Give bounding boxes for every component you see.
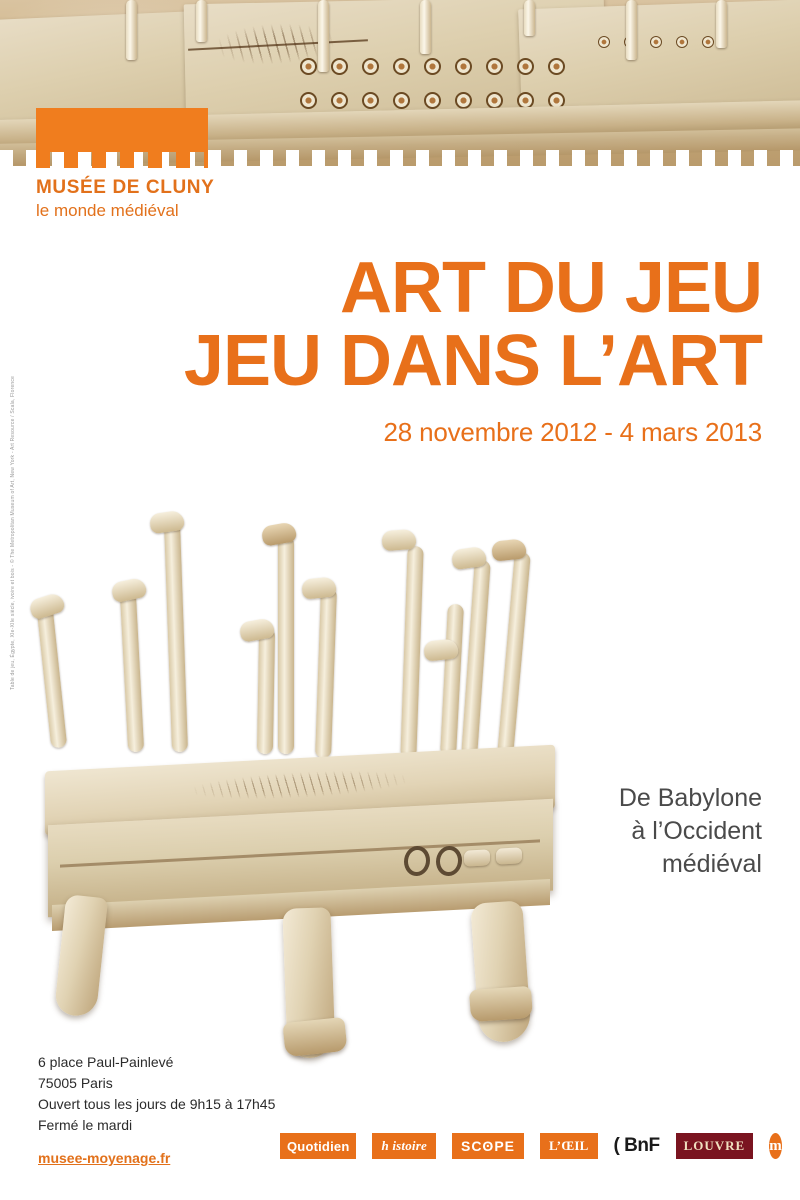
partner-logo-rmn[interactable]: m	[769, 1133, 782, 1159]
practical-information	[38, 1052, 275, 1136]
partner-logo-scope[interactable]: SCʘPE	[452, 1133, 524, 1159]
game-piece-stick	[400, 546, 423, 758]
table-leg-right	[470, 900, 532, 1043]
exhibition-dates: 28 novembre 2012 - 4 mars 2013	[383, 416, 762, 447]
subtitle-line-2: à l’Occident	[631, 817, 762, 845]
exhibition-title-block	[122, 248, 762, 448]
game-peg	[318, 0, 329, 72]
closing-day: Fermé le mardi	[38, 1117, 133, 1133]
exhibition-title-line-2: JEU DANS L’ART	[183, 321, 762, 402]
address-line-1: 6 place Paul-Painlevé	[38, 1054, 174, 1070]
partner-logo-quotidien[interactable]: Quotidien	[280, 1133, 356, 1159]
museum-logo[interactable]	[36, 108, 276, 221]
partner-logo-histoire[interactable]: h istoire	[372, 1133, 436, 1159]
animal-head-piece	[110, 577, 147, 604]
animal-head-piece	[381, 529, 416, 551]
game-piece-stick	[257, 628, 275, 754]
game-peg	[196, 0, 207, 42]
game-peg	[716, 0, 727, 48]
exhibition-subtitle	[462, 782, 762, 881]
partner-logos	[280, 1126, 782, 1166]
opening-hours: Ouvert tous les jours de 9h15 à 17h45	[38, 1096, 276, 1112]
game-piece-stick	[37, 608, 68, 749]
game-peg	[420, 0, 431, 54]
animal-head-piece	[301, 576, 337, 599]
animal-head-piece	[28, 591, 67, 621]
game-peg	[524, 0, 535, 36]
ring-dot-row-1	[300, 58, 565, 75]
game-peg	[126, 0, 137, 60]
game-piece-stick	[164, 522, 188, 752]
ring-dot-row-3	[598, 36, 714, 48]
game-piece-stick	[278, 536, 294, 754]
partner-logo-oeil[interactable]: L’ŒIL	[540, 1133, 598, 1159]
game-piece-stick	[497, 552, 531, 757]
subtitle-line-3: médiéval	[661, 850, 762, 878]
game-piece-stick	[315, 588, 337, 758]
website-link[interactable]: musee-moyenage.fr	[38, 1150, 171, 1166]
exhibition-title-line-1: ART DU JEU	[339, 248, 762, 328]
animal-head-piece	[491, 538, 527, 561]
partner-logo-bnf[interactable]: ( BnF	[613, 1135, 660, 1156]
museum-name: MUSÉE DE CLUNY	[36, 177, 215, 198]
game-peg	[626, 0, 637, 60]
animal-head-piece	[423, 638, 459, 661]
game-piece-stick	[461, 560, 491, 757]
logo-block-body	[36, 108, 208, 152]
table-foot-right	[469, 986, 533, 1022]
partner-logo-louvre[interactable]: LOUVRE	[676, 1133, 754, 1159]
subtitle-line-1: De Babylone	[618, 784, 762, 812]
table-foot-center	[282, 1017, 347, 1057]
crenellated-block-icon	[36, 108, 208, 168]
game-piece-stick	[440, 604, 464, 757]
logo-block-teeth	[36, 152, 208, 168]
game-piece-stick	[120, 592, 144, 753]
museum-tagline: le monde médiéval	[36, 201, 179, 220]
artwork-credit: Table de jeu, Égypte, XIe-XIIe siècle, ivoire et bois - © The Metropolitan Museum of Art, New York - Art Resource / Scala, Florence	[10, 375, 16, 690]
address-line-2: 75005 Paris	[38, 1075, 113, 1091]
main-artwork-photo	[0, 500, 620, 1060]
